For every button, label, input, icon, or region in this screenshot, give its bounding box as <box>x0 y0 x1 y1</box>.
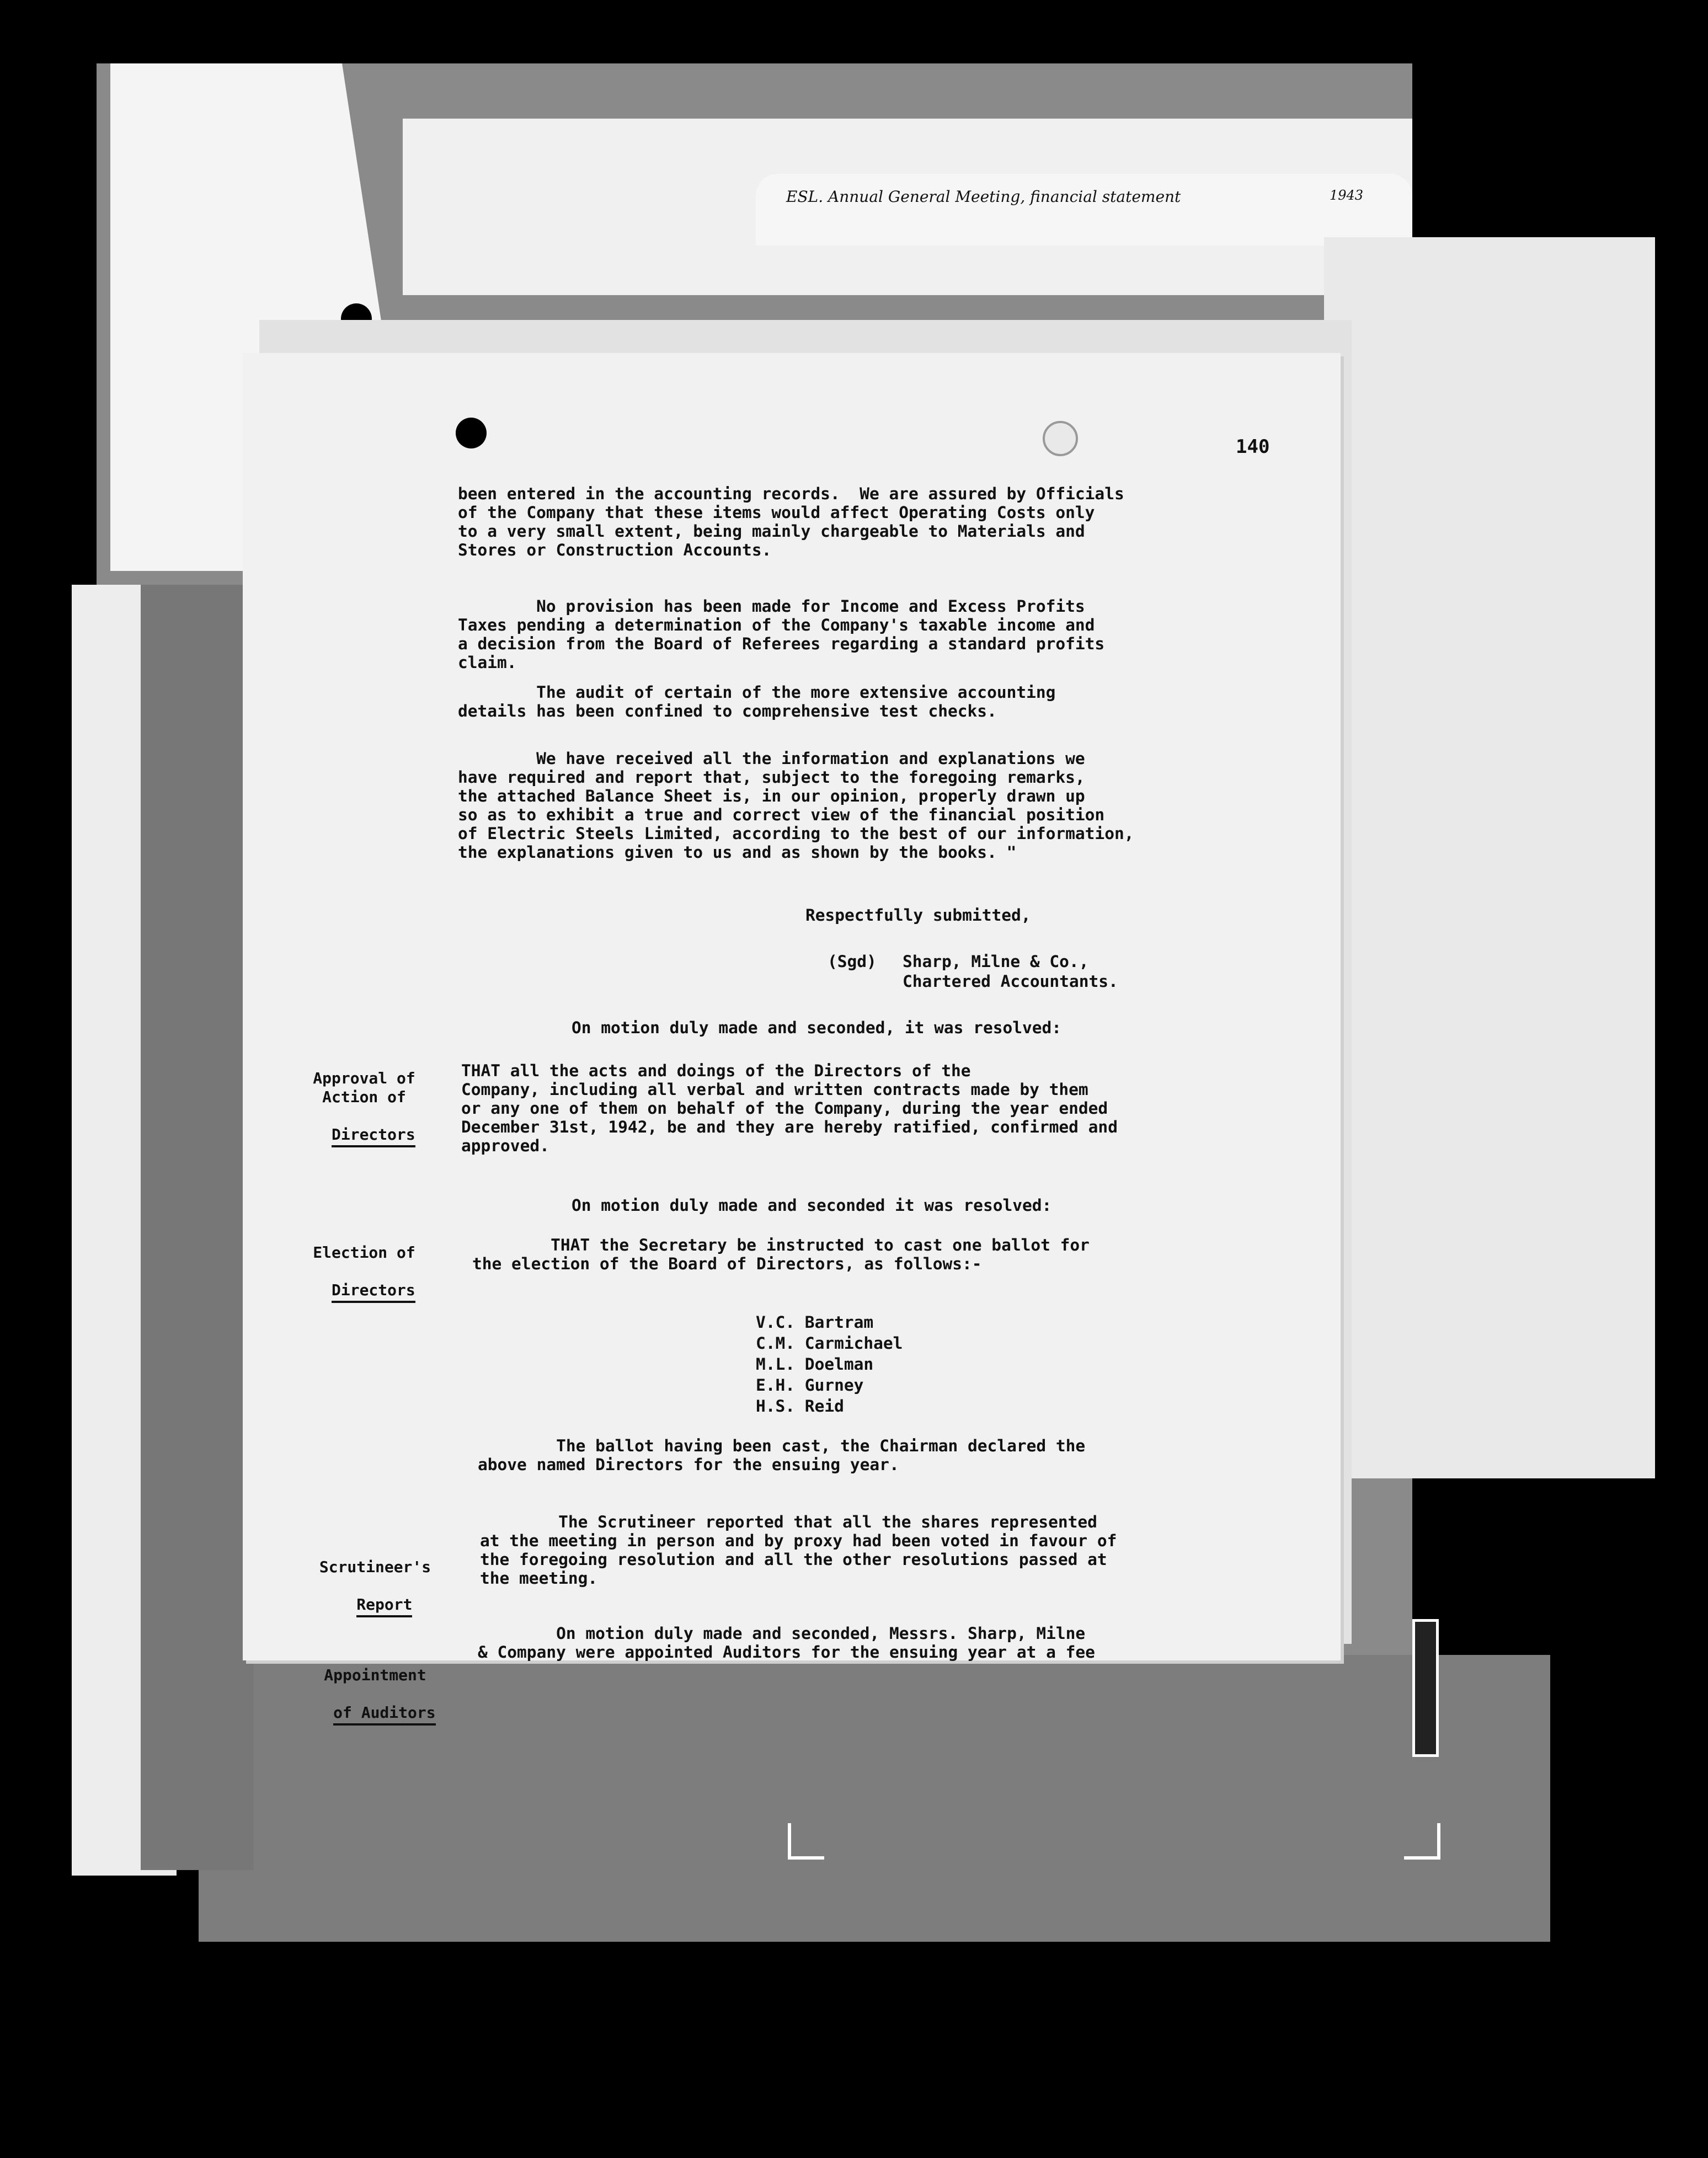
signature-firm: Sharp, Milne & Co., <box>903 952 1089 971</box>
margin-heading-auditors <box>298 1628 452 1726</box>
director-name: C.M. Carmichael <box>756 1334 903 1353</box>
paragraph-balance-sheet-report: We have received all the information and explanations we have required and report that, subject to the foregoing remarks, the attached Balance Sheet is, in our opinion, properly drawn up so as to exhibit a true and correct view of the financial position of Electric Steels Limited, according to the best of our information, the explanations given to us and as shown by the books. " <box>458 749 1134 862</box>
signature-title: Chartered Accountants. <box>903 972 1118 991</box>
background-sheet-right <box>1324 237 1655 1478</box>
margin-heading-election-underlined: Directors <box>332 1281 415 1303</box>
page-number: 140 <box>1236 436 1270 458</box>
margin-heading-approval-underlined: Directors <box>332 1125 415 1147</box>
margin-heading-election <box>292 1206 436 1303</box>
signature-closing: Respectfully submitted, <box>805 906 1031 925</box>
auditors-appointment-text: On motion duly made and seconded, Messrs. Sharp, Milne & Company were appointed Auditors for the ensuing year at a fee <box>478 1624 1095 1662</box>
paragraph-audit-checks: The audit of certain of the more extensive accounting details has been confined to comprehensive test checks. <box>458 683 1056 720</box>
director-name: V.C. Bartram <box>756 1313 874 1332</box>
crop-mark-bottom-left <box>788 1823 824 1860</box>
folder-tab-label: ESL. Annual General Meeting, financial statement <box>786 188 1181 206</box>
paragraph-income-taxes: No provision has been made for Income and Excess Profits Taxes pending a determination of the Company's taxable income and a decision from the Board of Referees regarding a standard profits claim. <box>458 597 1105 672</box>
election-resolution: THAT the Secretary be instructed to cast one ballot for the election of the Board of Directors, as follows:- <box>472 1236 1090 1273</box>
margin-heading-scrutineer <box>298 1520 452 1617</box>
margin-heading-auditors-text: Appointment <box>324 1666 426 1684</box>
folder-tab <box>756 174 1412 245</box>
punch-hole-left <box>456 418 487 448</box>
signature-sgd: (Sgd) <box>828 952 877 971</box>
left-edge-shadow <box>141 585 254 1870</box>
director-name: E.H. Gurney <box>756 1376 864 1395</box>
director-name: H.S. Reid <box>756 1397 844 1415</box>
frame-slot-marker <box>1412 1619 1439 1757</box>
election-intro: On motion duly made and seconded it was resolved: <box>572 1196 1052 1215</box>
punch-hole-right <box>1043 421 1078 456</box>
director-name: M.L. Doelman <box>756 1355 874 1374</box>
margin-heading-auditors-underlined: of Auditors <box>333 1703 435 1726</box>
crop-mark-bottom-right <box>1404 1823 1440 1860</box>
margin-heading-scrutineer-text: Scrutineer's <box>319 1558 431 1576</box>
margin-heading-approval <box>292 1032 436 1147</box>
approval-resolution: THAT all the acts and doings of the Directors of the Company, including all verbal and written contracts made by them or any one of them on behalf of the Company, during the year ended December 31st, 1942, be and they are hereby ratified, confirmed and approved. <box>461 1061 1118 1155</box>
ballot-declaration: The ballot having been cast, the Chairman declared the above named Directors for the ensuing year. <box>478 1436 1086 1474</box>
margin-heading-approval-text: Approval of Action of <box>313 1069 415 1106</box>
scrutineer-report-text: The Scrutineer reported that all the shares represented at the meeting in person and by proxy had been voted in favour of the foregoing resolution and all the other resolutions passed at the meeting. <box>480 1513 1117 1588</box>
paragraph-accounting-records: been entered in the accounting records. We are assured by Officials of the Company that these items would affect Operating Costs only to a very small extent, being mainly chargeable to Materials and Stores or Construction Accounts. <box>458 484 1124 559</box>
approval-intro: On motion duly made and seconded, it was resolved: <box>572 1018 1062 1037</box>
margin-heading-election-text: Election of <box>313 1243 415 1262</box>
folder-tab-year: 1943 <box>1330 188 1364 203</box>
margin-heading-scrutineer-underlined: Report <box>356 1595 412 1617</box>
